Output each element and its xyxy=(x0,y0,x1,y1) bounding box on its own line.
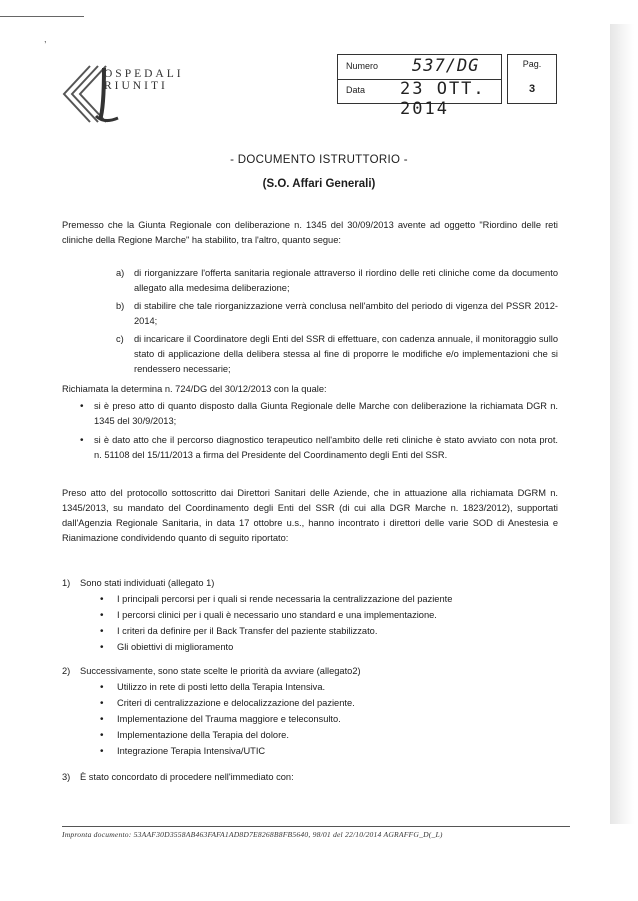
list-item: si è dato atto che il percorso diagnostico terapeutico nell'ambito delle reti cliniche è stato avviato con nota prot. n. 51108 del 15/11/2013 a firma del Presidente del Coordinamento degli Enti del SSR. xyxy=(94,435,558,460)
scan-mark: , xyxy=(44,34,47,44)
document-title: - DOCUMENTO ISTRUTTORIO - xyxy=(230,154,408,166)
pag-value: 3 xyxy=(528,83,536,95)
list-item: I criteri da definire per il Back Transfer del paziente stabilizzato. xyxy=(117,626,378,636)
bullet: • xyxy=(100,642,104,653)
list-item: Criteri di centralizzazione e delocalizzazione del paziente. xyxy=(117,698,355,708)
protocol-box xyxy=(337,54,502,119)
list-item: di incaricare il Coordinatore degli Enti del SSR di effettuare, con cadenza annuale, il monitoraggio sullo stato di applicazione della delibera stessa al fine di proporre le modifiche e/o implementazioni che si rendessero necessarie; xyxy=(134,334,558,374)
list-marker: a) xyxy=(116,268,125,278)
list-item: Implementazione del Trauma maggiore e teleconsulto. xyxy=(117,714,341,724)
section-heading: Successivamente, sono state scelte le priorità da avviare (allegato2) xyxy=(80,666,361,676)
list-item: Integrazione Terapia Intensiva/UTIC xyxy=(117,746,266,756)
list-item: si è preso atto di quanto disposto dalla Giunta Regionale delle Marche con deliberazione la richiamata DGR n. 1345 del 30/9/2013; xyxy=(94,401,558,426)
bullet: • xyxy=(100,730,104,741)
bullet: • xyxy=(100,594,104,605)
footer-rule xyxy=(62,826,570,827)
pag-label: Pag. xyxy=(522,59,542,69)
bullet: • xyxy=(100,610,104,621)
section-heading: Sono stati individuati (allegato 1) xyxy=(80,578,215,588)
data-label: Data xyxy=(346,85,366,95)
list-item: I percorsi clinici per i quali è necessario uno standard e una implementazione. xyxy=(117,610,437,620)
numero-row xyxy=(338,55,501,80)
section-marker: 3) xyxy=(62,772,71,782)
scan-shadow xyxy=(610,24,634,824)
data-row xyxy=(338,79,501,119)
list-item: Implementazione della Terapia del dolore. xyxy=(117,730,289,740)
document-footprint: Impronta documento: 53AAF30D3558AB463FAFA1AD8D7E8268B8FB5640, 98/01 del 22/10/2014 AGRAFFG_D(_L) xyxy=(62,830,443,839)
list-item: di riorganizzare l'offerta sanitaria regionale attraverso il riordino delle reti cliniche come da documento allegato alla medesima deliberazione; xyxy=(134,268,558,293)
bullet: • xyxy=(100,714,104,725)
logo-text xyxy=(104,68,184,92)
list-marker: c) xyxy=(116,334,124,344)
bullet: • xyxy=(100,626,104,637)
list-marker: b) xyxy=(116,301,125,311)
preso-atto-paragraph: Preso atto del protocollo sottoscritto dai Direttori Sanitari delle Aziende, che in attuazione alla richiamata DGRM n. 1345/2013, su mandato del Coordinamento degli Enti del SSR (di cui alla DGR Marche n. 1823/2012), supportati dall'Agenzia Regionale Sanitaria, in data 17 ottobre u.s., hanno incontrato i direttori delle varie SOD di Anestesia e Rianimazione condividendo quanto di seguito riportato: xyxy=(62,488,558,543)
bullet: • xyxy=(100,746,104,757)
list-item: di stabilire che tale riorganizzazione verrà conclusa nell'ambito del periodo di vigenza del PSSR 2012-2014; xyxy=(134,301,558,326)
header-rule xyxy=(0,16,84,17)
bullet: • xyxy=(100,682,104,693)
numero-label: Numero xyxy=(346,61,379,71)
list-item: Gli obiettivi di miglioramento xyxy=(117,642,234,652)
bullet: • xyxy=(80,435,84,446)
logo-line-1: OSPEDALI xyxy=(104,68,184,80)
logo-line-2: RIUNITI xyxy=(104,80,168,92)
richiamata-paragraph: Richiamata la determina n. 724/DG del 30/12/2013 con la quale: xyxy=(62,384,327,394)
list-item: I principali percorsi per i quali si rende necessaria la centralizzazione del paziente xyxy=(117,594,453,604)
premesso-paragraph: Premesso che la Giunta Regionale con deliberazione n. 1345 del 30/09/2013 avente ad oggetto "Riordino delle reti cliniche della Regione Marche" ha stabilito, tra l'altro, quanto segue: xyxy=(62,220,558,245)
bullet: • xyxy=(100,698,104,709)
numero-value: 537/DG xyxy=(412,56,480,76)
bullet: • xyxy=(80,401,84,412)
list-item: Utilizzo in rete di posti letto della Terapia Intensiva. xyxy=(117,682,326,692)
page-number-box xyxy=(507,54,557,104)
section-marker: 1) xyxy=(62,578,71,588)
document-subtitle: (S.O. Affari Generali) xyxy=(262,178,376,190)
section-heading: È stato concordato di procedere nell'immediato con: xyxy=(80,772,294,782)
data-value: 23 OTT. 2014 xyxy=(400,79,486,119)
section-marker: 2) xyxy=(62,666,71,676)
